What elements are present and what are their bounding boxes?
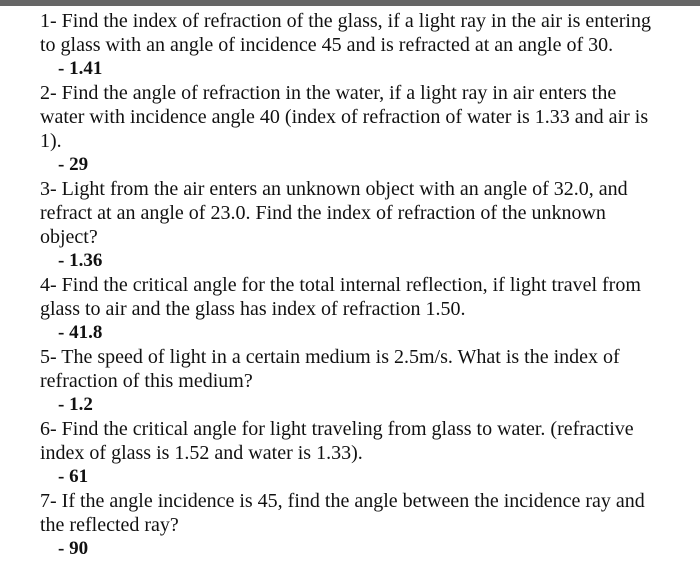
answer-text: - 90 (58, 538, 89, 559)
question-text: 7- If the angle incidence is 45, find the angle between the incidence ray and the reflected ray? (40, 490, 645, 536)
question-4 (40, 273, 660, 345)
question-text: 1- Find the index of refraction of the glass, if a light ray in the air is entering to glass with an angle of incidence 45 and is refracted at an angle of 30. (40, 10, 651, 56)
question-5 (40, 345, 660, 417)
question-text: 3- Light from the air enters an unknown object with an angle of 32.0, and refract at an angle of 23.0. Find the index of refraction of the unknown object? (40, 178, 628, 248)
question-text: 6- Find the critical angle for light traveling from glass to water. (refractive index of glass is 1.52 and water is 1.33). (40, 418, 634, 464)
question-text: 4- Find the critical angle for the total internal reflection, if light travel from glass to air and the glass has index of refraction 1.50. (40, 274, 641, 320)
answer-text: - 29 (58, 154, 89, 175)
answer-text: - 1.2 (58, 394, 93, 415)
question-1 (40, 9, 660, 81)
question-text: 2- Find the angle of refraction in the water, if a light ray in air enters the water with incidence angle 40 (index of refraction of water is 1.33 and air is 1). (40, 82, 649, 152)
question-text: 5- The speed of light in a certain medium is 2.5m/s. What is the index of refraction of this medium? (40, 346, 620, 392)
answer-text: - 1.41 (58, 58, 103, 79)
question-list (40, 9, 660, 561)
question-2 (40, 81, 660, 177)
question-3 (40, 177, 660, 273)
answer-text: - 61 (58, 466, 89, 487)
answer-text: - 1.36 (58, 250, 103, 271)
question-7 (40, 489, 660, 561)
answer-text: - 41.8 (58, 322, 103, 343)
top-border-bar (0, 0, 700, 6)
question-6 (40, 417, 660, 489)
